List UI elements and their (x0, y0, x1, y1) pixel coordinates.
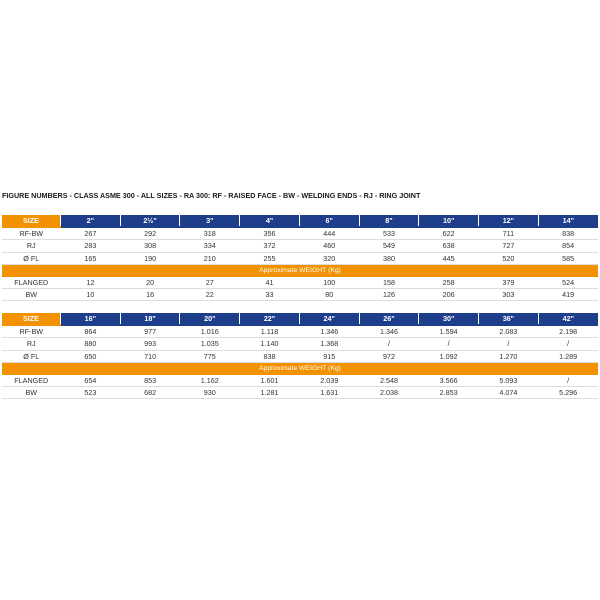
dimension-cell: 372 (240, 240, 300, 252)
dimension-cell: 1.368 (299, 338, 359, 350)
weight-cell: 12 (61, 277, 121, 289)
weight-cell: 10 (61, 289, 121, 301)
weight-row (2, 277, 598, 289)
dimension-cell: 972 (359, 350, 419, 362)
weight-cell: 22 (180, 289, 240, 301)
dimension-cell: 1.118 (240, 325, 300, 338)
weight-cell: 654 (61, 375, 121, 387)
dimension-row (2, 240, 598, 252)
dimension-cell: 585 (538, 252, 598, 264)
weight-cell: 258 (419, 277, 479, 289)
weight-section-band (2, 264, 598, 277)
weight-cell: 1.631 (299, 387, 359, 399)
document-title: FIGURE NUMBERS - CLASS ASME 300 - ALL SIZES - RA 300: RF - RAISED FACE - BW - WELDING ENDS - RJ - RING JOINT (2, 191, 421, 200)
size-header-cell: 2" (61, 215, 121, 227)
dimension-cell: / (479, 338, 539, 350)
row-label: RF-BW (2, 325, 61, 338)
size-label: SIZE (2, 313, 61, 325)
weight-cell: 2.039 (299, 375, 359, 387)
size-header-cell: 26" (359, 313, 419, 325)
size-header-cell: 24" (299, 313, 359, 325)
weight-cell: 2.548 (359, 375, 419, 387)
dimension-row (2, 350, 598, 362)
dimension-cell: 1.270 (479, 350, 539, 362)
dimension-cell: 165 (61, 252, 121, 264)
size-header-cell: 2½" (120, 215, 180, 227)
dimension-cell: 1.035 (180, 338, 240, 350)
weight-cell: 5.093 (479, 375, 539, 387)
weight-cell: 853 (120, 375, 180, 387)
weight-section-label: Approximate WEIGHT (Kg) (2, 362, 598, 375)
weight-cell: 682 (120, 387, 180, 399)
weight-cell: / (538, 375, 598, 387)
weight-cell: 2.038 (359, 387, 419, 399)
weight-section-label: Approximate WEIGHT (Kg) (2, 264, 598, 277)
dimension-cell: 460 (299, 240, 359, 252)
dimension-cell: 533 (359, 227, 419, 240)
dimension-cell: 444 (299, 227, 359, 240)
dimension-cell: 854 (538, 240, 598, 252)
dimension-cell: 2.083 (479, 325, 539, 338)
weight-cell: 80 (299, 289, 359, 301)
weight-cell: 419 (538, 289, 598, 301)
dimension-cell: 267 (61, 227, 121, 240)
weight-cell: 126 (359, 289, 419, 301)
size-header-cell: 36" (479, 313, 539, 325)
dimension-cell: 1.346 (359, 325, 419, 338)
dimension-cell: 1.092 (419, 350, 479, 362)
weight-row (2, 375, 598, 387)
dimension-cell: 292 (120, 227, 180, 240)
dimension-cell: 622 (419, 227, 479, 240)
row-label: Ø FL (2, 252, 61, 264)
weight-section-band (2, 362, 598, 375)
row-label: FLANGED (2, 277, 61, 289)
dimension-cell: 838 (240, 350, 300, 362)
dimension-cell: 2.198 (538, 325, 598, 338)
dimension-cell: 308 (120, 240, 180, 252)
dimension-cell: 710 (120, 350, 180, 362)
size-header-cell: 22" (240, 313, 300, 325)
dimension-cell: 356 (240, 227, 300, 240)
weight-cell: 1.281 (240, 387, 300, 399)
size-header-cell: 12" (479, 215, 539, 227)
size-header-row (2, 215, 598, 227)
row-label: BW (2, 289, 61, 301)
dimension-cell: 915 (299, 350, 359, 362)
dimension-row (2, 325, 598, 338)
size-header-cell: 6" (299, 215, 359, 227)
row-label: Ø FL (2, 350, 61, 362)
weight-cell: 3.566 (419, 375, 479, 387)
dimension-cell: 880 (61, 338, 121, 350)
weight-cell: 5.296 (538, 387, 598, 399)
weight-cell: 1.601 (240, 375, 300, 387)
size-header-cell: 42" (538, 313, 598, 325)
row-label: FLANGED (2, 375, 61, 387)
dimension-row (2, 338, 598, 350)
size-header-cell: 14" (538, 215, 598, 227)
dimension-cell: 334 (180, 240, 240, 252)
dimension-cell: 977 (120, 325, 180, 338)
weight-cell: 524 (538, 277, 598, 289)
dimension-cell: 520 (479, 252, 539, 264)
size-header-row (2, 313, 598, 325)
dimension-cell: 255 (240, 252, 300, 264)
dimension-cell: / (538, 338, 598, 350)
size-header-cell: 16" (61, 313, 121, 325)
weight-cell: 523 (61, 387, 121, 399)
dimension-cell: 838 (538, 227, 598, 240)
dimension-cell: 549 (359, 240, 419, 252)
dimension-cell: 320 (299, 252, 359, 264)
weight-cell: 33 (240, 289, 300, 301)
row-label: RJ (2, 338, 61, 350)
dimension-row (2, 252, 598, 264)
size-header-cell: 30" (419, 313, 479, 325)
dimension-cell: / (419, 338, 479, 350)
weight-cell: 2.853 (419, 387, 479, 399)
dimension-cell: 775 (180, 350, 240, 362)
weight-cell: 158 (359, 277, 419, 289)
weight-cell: 27 (180, 277, 240, 289)
size-header-cell: 10" (419, 215, 479, 227)
size-header-cell: 3" (180, 215, 240, 227)
row-label: BW (2, 387, 61, 399)
dimension-cell: 190 (120, 252, 180, 264)
dimension-cell: 210 (180, 252, 240, 264)
weight-cell: 41 (240, 277, 300, 289)
weight-cell: 20 (120, 277, 180, 289)
dimension-cell: 711 (479, 227, 539, 240)
size-header-cell: 8" (359, 215, 419, 227)
weight-cell: 206 (419, 289, 479, 301)
weight-row (2, 289, 598, 301)
size-header-cell: 18" (120, 313, 180, 325)
dimension-cell: 993 (120, 338, 180, 350)
dimension-cell: 650 (61, 350, 121, 362)
dimension-cell: 380 (359, 252, 419, 264)
row-label: RF-BW (2, 227, 61, 240)
dimensions-table-large-sizes (2, 313, 598, 399)
weight-cell: 100 (299, 277, 359, 289)
dimension-cell: 283 (61, 240, 121, 252)
dimension-cell: 1.346 (299, 325, 359, 338)
dimension-cell: 638 (419, 240, 479, 252)
size-header-cell: 4" (240, 215, 300, 227)
dimension-cell: 1.016 (180, 325, 240, 338)
size-label: SIZE (2, 215, 61, 227)
dimension-cell: 1.289 (538, 350, 598, 362)
weight-cell: 930 (180, 387, 240, 399)
weight-cell: 1.162 (180, 375, 240, 387)
dimension-cell: 864 (61, 325, 121, 338)
dimension-row (2, 227, 598, 240)
row-label: RJ (2, 240, 61, 252)
dimension-cell: 727 (479, 240, 539, 252)
dimension-cell: / (359, 338, 419, 350)
dimension-cell: 445 (419, 252, 479, 264)
dimension-cell: 1.594 (419, 325, 479, 338)
weight-cell: 4.074 (479, 387, 539, 399)
dimension-cell: 1.140 (240, 338, 300, 350)
dimension-cell: 318 (180, 227, 240, 240)
dimensions-table-small-sizes (2, 215, 598, 301)
weight-cell: 379 (479, 277, 539, 289)
weight-row (2, 387, 598, 399)
weight-cell: 303 (479, 289, 539, 301)
size-header-cell: 20" (180, 313, 240, 325)
weight-cell: 16 (120, 289, 180, 301)
